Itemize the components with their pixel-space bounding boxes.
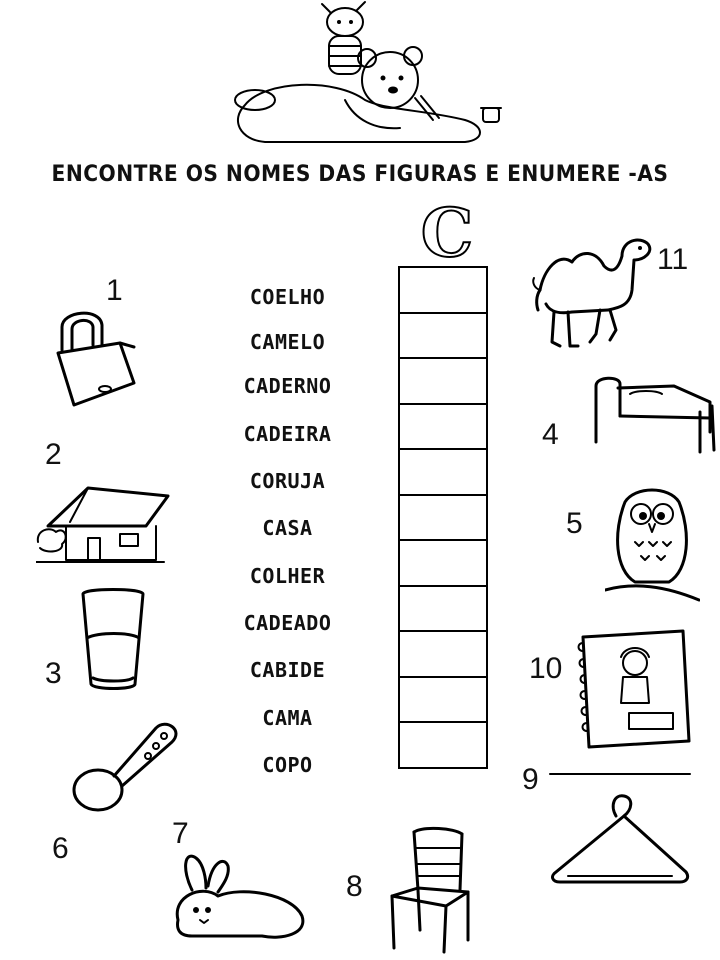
house-icon [36, 482, 170, 566]
answer-cell[interactable] [398, 585, 488, 631]
glass-icon [77, 586, 149, 692]
answer-cell[interactable] [398, 403, 488, 449]
camel-icon [530, 230, 655, 358]
instruction-title: ENCONTRE OS NOMES DAS FIGURAS E ENUMERE -AS [51, 162, 669, 187]
answer-column [398, 266, 488, 769]
answer-cell[interactable] [398, 676, 488, 722]
word-item: CASA [262, 516, 313, 540]
word-item: CADEIRA [243, 422, 332, 446]
padlock-icon [50, 305, 142, 410]
word-item: COLHER [249, 564, 326, 588]
number-label: 9 [522, 763, 539, 796]
notebook-icon [575, 623, 695, 753]
number-label: 4 [542, 418, 559, 451]
hanger-icon [548, 790, 693, 890]
spoon-icon [68, 718, 186, 816]
answer-cell[interactable] [398, 357, 488, 403]
word-item: CAMELO [249, 330, 326, 354]
bed-icon [590, 372, 716, 454]
number-label: 3 [45, 657, 62, 690]
answer-cell[interactable] [398, 448, 488, 494]
answer-cell[interactable] [398, 494, 488, 540]
rabbit-icon [162, 850, 312, 945]
number-label: 6 [52, 832, 69, 865]
chair-icon [384, 826, 476, 956]
word-item: CADERNO [243, 374, 332, 398]
answer-cell[interactable] [398, 630, 488, 676]
answer-cell[interactable] [398, 312, 488, 358]
divider-line [548, 770, 692, 778]
answer-cell[interactable] [398, 539, 488, 585]
word-item: CAMA [262, 706, 313, 730]
answer-cell[interactable] [398, 266, 488, 312]
word-item: CORUJA [249, 469, 326, 493]
number-label: 8 [346, 870, 363, 903]
header-illustration-icon [225, 0, 515, 150]
word-item: CABIDE [249, 658, 326, 682]
number-label: 5 [566, 507, 583, 540]
number-label: 2 [45, 438, 62, 471]
number-label: 7 [172, 817, 189, 850]
number-label: 1 [106, 274, 123, 307]
word-item: COELHO [249, 285, 326, 309]
number-label: 10 [529, 652, 563, 685]
owl-icon [605, 482, 700, 607]
word-item: COPO [262, 753, 313, 777]
letter-c: C [420, 194, 474, 272]
answer-cell[interactable] [398, 721, 488, 769]
word-item: CADEADO [243, 611, 332, 635]
number-label: 11 [657, 243, 689, 276]
